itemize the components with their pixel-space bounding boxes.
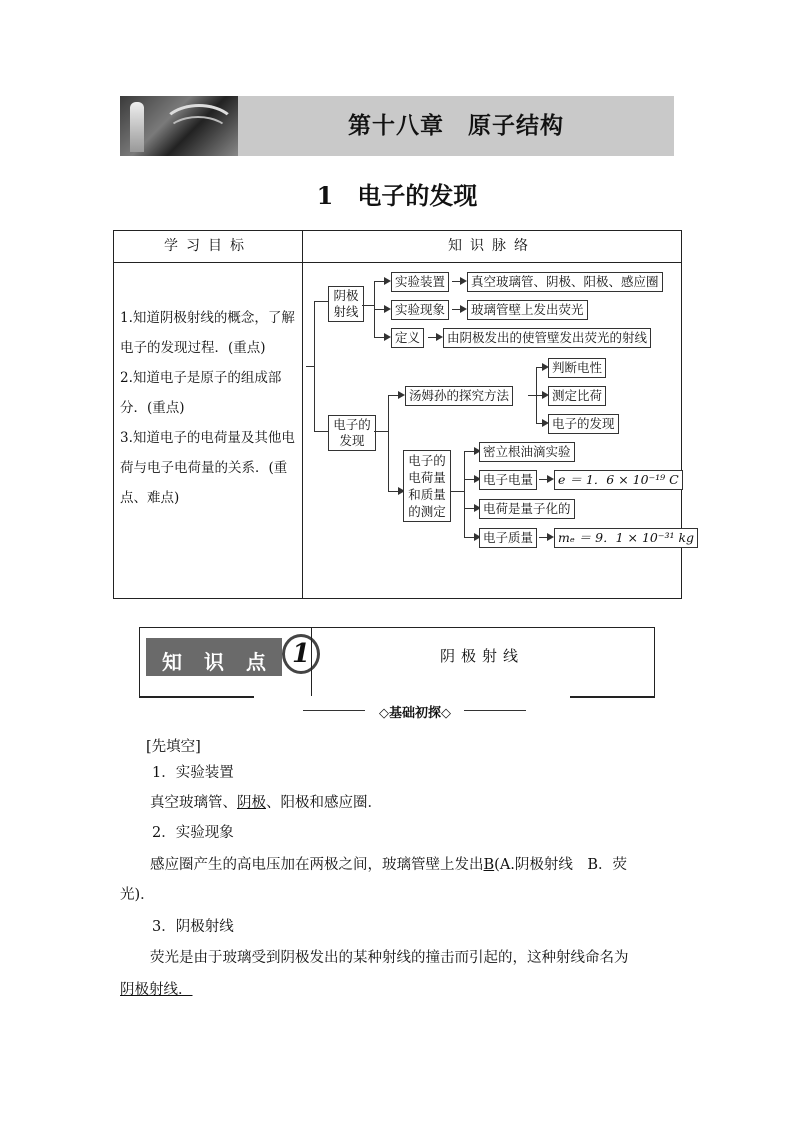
- node-judge-charge: 判断电性: [548, 358, 606, 378]
- objectives-table: [113, 230, 695, 599]
- knowledge-title: 阴极射线: [439, 647, 524, 665]
- node-electron-mass: 电子质量: [479, 528, 537, 548]
- basic-exploration-heading: ◇基础初探◇: [379, 706, 451, 721]
- paragraph-setup: 真空玻璃管、阴极、阳极和感应圈．: [150, 795, 382, 811]
- fill-label: [先填空]: [146, 739, 201, 755]
- node-charge-mass: 电子的电荷量和质量的测定: [403, 450, 451, 522]
- node-thomson-method: 汤姆孙的探究方法: [405, 386, 513, 406]
- node-electron-charge: 电子电量: [479, 470, 537, 490]
- heading-setup: 1．实验装置: [152, 765, 234, 781]
- badge-char: 点: [246, 650, 266, 674]
- paragraph-cathode-ray: 荧光是由于玻璃受到阴极发出的某种射线的撞击而引起的，这种射线命名为: [150, 950, 629, 966]
- goal-item: 2.知道电子是原子的组成部分．(重点): [120, 370, 282, 416]
- banner-photo-icon: [120, 96, 238, 156]
- goal-item: 1.知道阴极射线的概念，了解电子的发现过程．(重点): [120, 310, 295, 356]
- node-measure-ratio: 测定比荷: [548, 386, 606, 406]
- paragraph-phenomenon-cont: 光)．: [120, 887, 155, 903]
- heading-cathode-ray: 3．阴极射线: [152, 919, 234, 935]
- node-cathode-ray: 阴极射线: [328, 286, 364, 322]
- node-setup: 实验装置: [391, 272, 449, 292]
- node-setup-detail: 真空玻璃管、阴极、阳极、感应圈: [467, 272, 663, 292]
- heading-phenomenon: 2．实验现象: [152, 825, 234, 841]
- node-m-value: mₑ ＝ 9．1 × 10⁻³¹ kg: [554, 528, 698, 548]
- goal-item: 3.知道电子的电荷量及其他电荷与电子电荷量的关系．(重点、难点): [120, 430, 295, 506]
- blank-answer-cathode: 阴极射线．: [120, 982, 193, 998]
- node-e-value: e ＝ 1．6 × 10⁻¹⁹ C: [554, 470, 683, 490]
- col-header-context: 知识脉络: [448, 238, 536, 254]
- goals-list: [120, 303, 298, 513]
- paragraph-phenomenon: 感应圈产生的高电压加在两极之间，玻璃管壁上发出B(A.阴极射线 B．荧: [150, 857, 628, 873]
- badge-char: 识: [204, 650, 224, 674]
- node-definition: 定义: [391, 328, 424, 348]
- node-electron-found: 电子的发现: [548, 414, 619, 434]
- blank-answer: 阴极: [237, 795, 266, 811]
- node-electron-discovery: 电子的发现: [328, 415, 376, 451]
- knowledge-point-badge: [146, 638, 282, 676]
- node-quantized: 电荷是量子化的: [479, 499, 575, 519]
- node-phenomenon-detail: 玻璃管壁上发出荧光: [467, 300, 588, 320]
- node-definition-detail: 由阴极发出的使管壁发出荧光的射线: [443, 328, 651, 348]
- badge-char: 知: [162, 650, 182, 674]
- blank-answer: B: [483, 857, 495, 873]
- knowledge-number-badge: 1: [282, 634, 320, 674]
- node-phenomenon: 实验现象: [391, 300, 449, 320]
- col-header-goals: 学习目标: [164, 238, 252, 254]
- chapter-title: 第十八章 原子结构: [348, 112, 564, 139]
- node-millikan: 密立根油滴实验: [479, 442, 575, 462]
- section-title: 1 电子的发现: [316, 181, 478, 210]
